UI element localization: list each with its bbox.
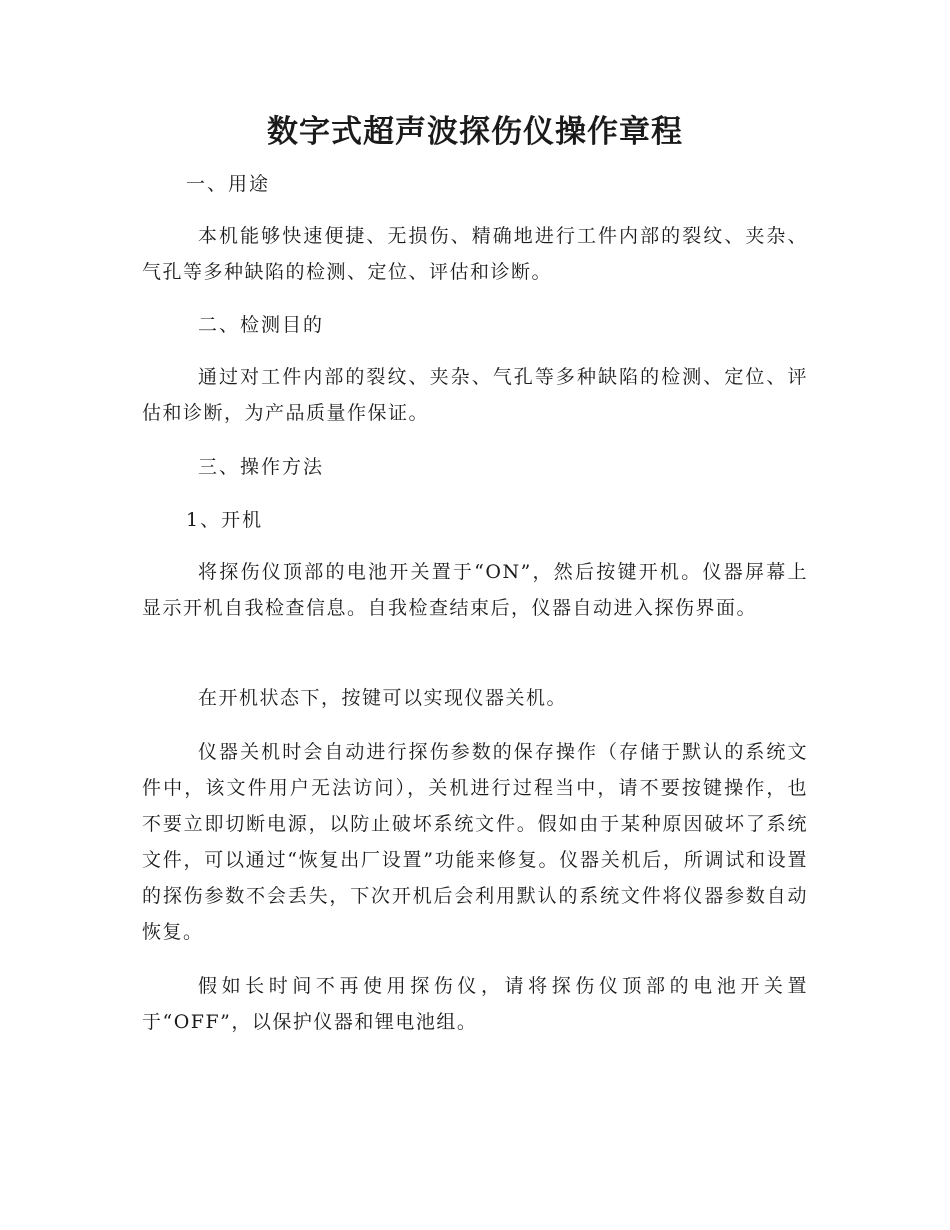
usage-heading: 一、用途 [186, 173, 271, 195]
document-title: 数字式超声波探伤仪操作章程 [267, 114, 683, 150]
power-on-heading: 1、开机 [186, 509, 264, 531]
usage-paragraph: 本机能够快速便捷、无损伤、精确地进行工件内部的裂纹、夹杂、气孔等多种缺陷的检测、定位、评估和诊断。 [142, 225, 808, 283]
power-off-paragraph: 在开机状态下，按键可以实现仪器关机。 [198, 687, 568, 709]
method-heading: 三、操作方法 [198, 456, 325, 478]
shutdown-paragraph: 仪器关机时会自动进行探伤参数的保存操作（存储于默认的系统文件中，该文件用户无法访问），关机进行过程当中，请不要按键操作，也不要立即切断电源，以防止破坏系统文件。假如由于某种原因破坏了系统文件，可以通过“恢复出厂设置”功能来修复。仪器关机后，所调试和设置的探伤参数不会丢失，下次开机后会利用默认的系统文件将仪器参数自动恢复。 [142, 741, 808, 943]
power-on-paragraph: 将探伤仪顶部的电池开关置于“ON”，然后按键开机。仪器屏幕上显示开机自我检查信息。自我检查结束后，仪器自动进入探伤界面。 [142, 561, 808, 619]
long-idle-paragraph: 假如长时间不再使用探伤仪，请将探伤仪顶部的电池开关置于“OFF”，以保护仪器和锂电池组。 [142, 975, 808, 1033]
purpose-heading: 二、检测目的 [198, 314, 325, 336]
purpose-paragraph: 通过对工件内部的裂纹、夹杂、气孔等多种缺陷的检测、定位、评估和诊断，为产品质量作保证。 [142, 366, 808, 424]
